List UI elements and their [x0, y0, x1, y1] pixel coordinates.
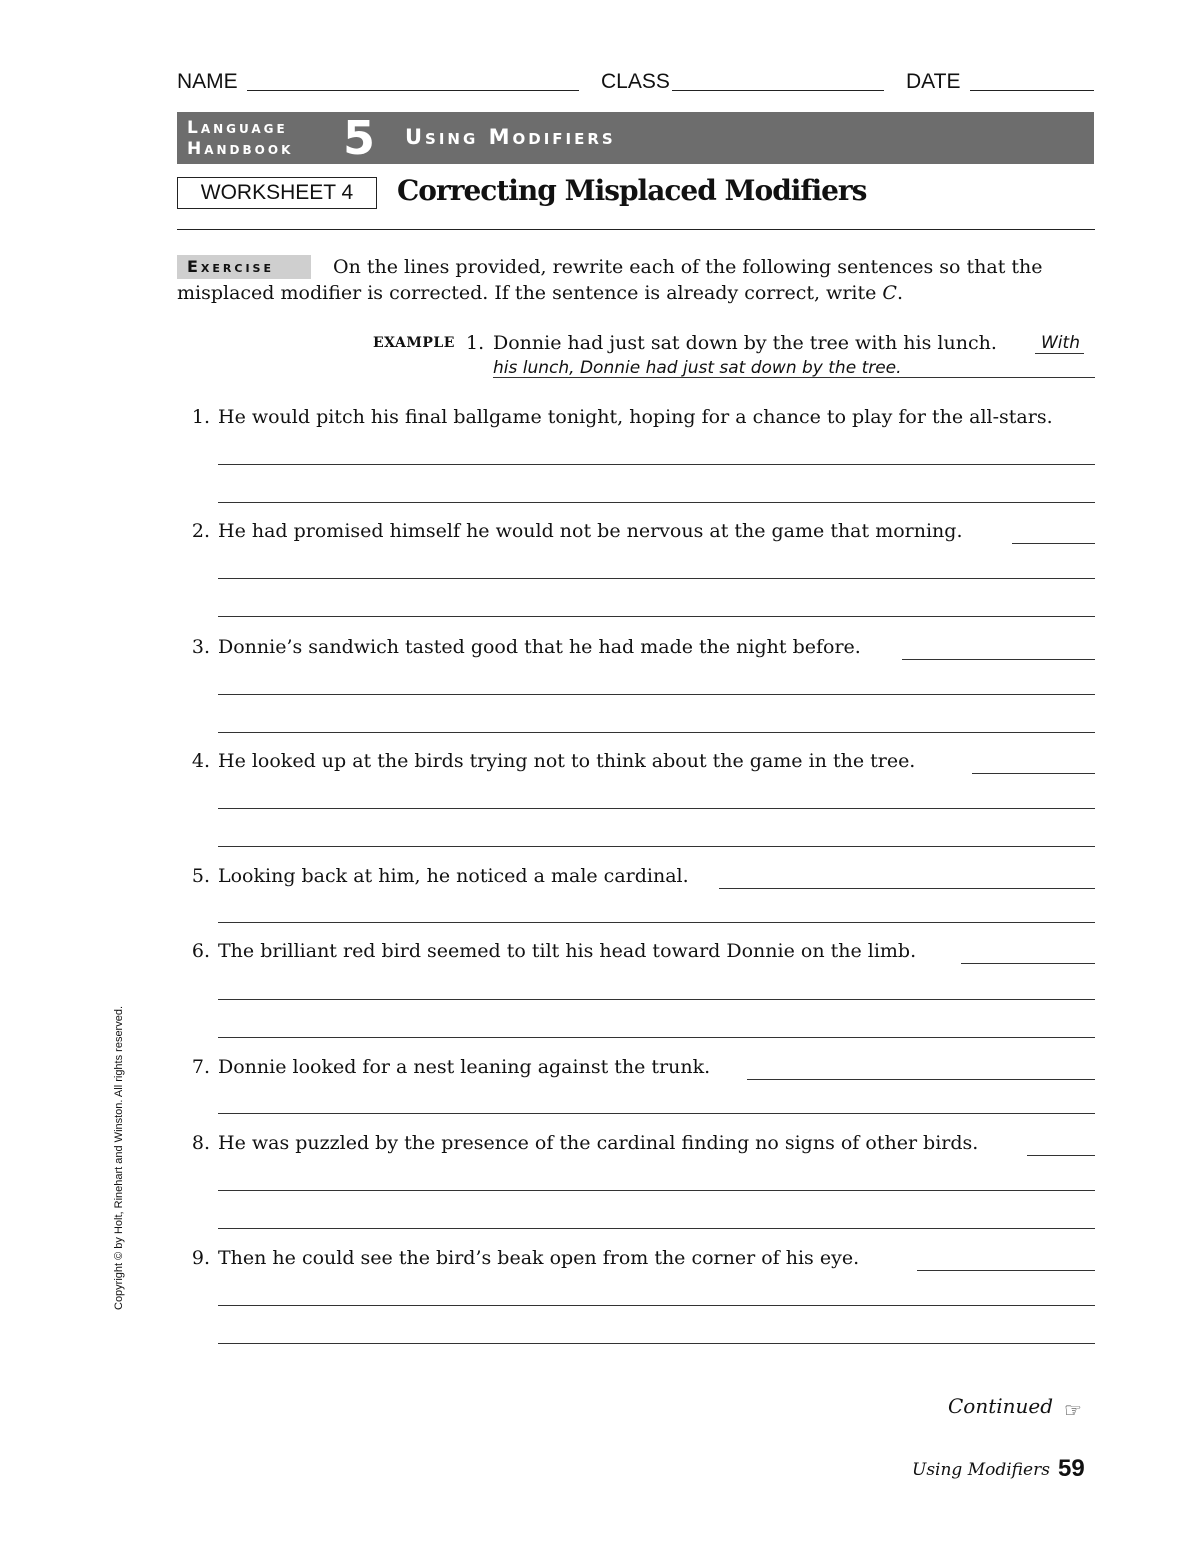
item-number: 9. — [191, 1247, 210, 1269]
item-number: 4. — [191, 750, 210, 772]
example-sentence: Donnie had just sat down by the tree with his lunch. — [493, 332, 997, 354]
answer-line[interactable] — [218, 502, 1095, 503]
footer-section-title: Using Modifiers — [912, 1460, 1050, 1480]
item-sentence: The brilliant red bird seemed to tilt his head toward Donnie on the limb. — [218, 940, 917, 962]
page-number: 59 — [1058, 1455, 1085, 1482]
name-label: NAME — [177, 70, 238, 93]
example-answer-line-1 — [1035, 353, 1084, 354]
answer-line[interactable] — [218, 694, 1095, 695]
exercise-label: Exercise — [187, 257, 274, 276]
answer-line[interactable] — [218, 1305, 1095, 1306]
answer-line[interactable] — [218, 578, 1095, 579]
answer-line[interactable] — [747, 1079, 1095, 1080]
answer-line[interactable] — [902, 659, 1095, 660]
answer-line[interactable] — [218, 999, 1095, 1000]
item-number: 3. — [191, 636, 210, 658]
answer-line[interactable] — [218, 922, 1095, 923]
handbook-label — [187, 118, 293, 160]
instructions-text: misplaced modifier is corrected. If the sentence is already correct, write — [177, 282, 877, 304]
item-number: 7. — [191, 1056, 210, 1078]
item-number: 5. — [191, 865, 210, 887]
answer-line[interactable] — [218, 846, 1095, 847]
date-field-line[interactable] — [970, 90, 1094, 91]
item-sentence: Donnie looked for a nest leaning against the trunk. — [218, 1056, 711, 1078]
handbook-line-2: Handbook — [187, 139, 294, 159]
copyright-notice: Copyright © by Holt, Rinehart and Winston. All rights reserved. — [113, 1005, 125, 1310]
instructions-line-2 — [177, 280, 903, 306]
answer-line[interactable] — [1027, 1155, 1095, 1156]
answer-line[interactable] — [218, 1113, 1095, 1114]
chapter-title: Using Modifiers — [405, 125, 616, 149]
example-answer-part-2: his lunch, Donnie had just sat down by the tree. — [493, 358, 902, 378]
answer-line[interactable] — [218, 1343, 1095, 1344]
chapter-number: 5 — [343, 111, 376, 165]
answer-line[interactable] — [218, 808, 1095, 809]
item-sentence: Donnie’s sandwich tasted good that he had made the night before. — [218, 636, 861, 658]
example-label: EXAMPLE — [373, 335, 455, 351]
item-sentence: He was puzzled by the presence of the cardinal finding no signs of other birds. — [218, 1132, 979, 1154]
exercise-badge — [177, 255, 311, 279]
date-label: DATE — [906, 70, 961, 93]
instructions-correct-mark: C — [882, 282, 897, 304]
item-sentence: He looked up at the birds trying not to think about the game in the tree. — [218, 750, 916, 772]
item-sentence: Looking back at him, he noticed a male cardinal. — [218, 865, 689, 887]
handbook-line-1: Language — [187, 118, 288, 138]
instructions-period: . — [896, 282, 904, 304]
answer-line[interactable] — [218, 1037, 1095, 1038]
answer-line[interactable] — [961, 963, 1095, 964]
example-number: 1. — [466, 332, 485, 354]
item-sentence: He had promised himself he would not be nervous at the game that morning. — [218, 520, 963, 542]
item-number: 1. — [191, 406, 210, 428]
chapter-banner — [177, 112, 1094, 164]
answer-line[interactable] — [972, 773, 1095, 774]
answer-line[interactable] — [218, 732, 1095, 733]
answer-line[interactable] — [218, 464, 1095, 465]
item-sentence: Then he could see the bird’s beak open from the corner of his eye. — [218, 1247, 860, 1269]
worksheet-label: WORKSHEET 4 — [177, 177, 377, 209]
answer-line[interactable] — [218, 616, 1095, 617]
answer-line[interactable] — [1012, 543, 1095, 544]
answer-line[interactable] — [719, 888, 1095, 889]
title-rule — [177, 229, 1095, 230]
answer-line[interactable] — [218, 1190, 1095, 1191]
item-number: 8. — [191, 1132, 210, 1154]
continued-label: Continued — [948, 1394, 1054, 1418]
name-field-line[interactable] — [247, 90, 579, 91]
answer-line[interactable] — [917, 1270, 1095, 1271]
pointing-hand-icon: ☞ — [1064, 1398, 1082, 1422]
example-answer-part-1: With — [1041, 333, 1080, 353]
instructions-line-1: On the lines provided, rewrite each of the following sentences so that the — [333, 256, 1043, 278]
item-number: 6. — [191, 940, 210, 962]
class-label: CLASS — [601, 70, 670, 93]
item-number: 2. — [191, 520, 210, 542]
item-sentence: He would pitch his final ballgame tonight, hoping for a chance to play for the all-stars. — [218, 406, 1053, 428]
answer-line[interactable] — [218, 1228, 1095, 1229]
class-field-line[interactable] — [672, 90, 884, 91]
worksheet-title: Correcting Misplaced Modifiers — [397, 174, 867, 207]
